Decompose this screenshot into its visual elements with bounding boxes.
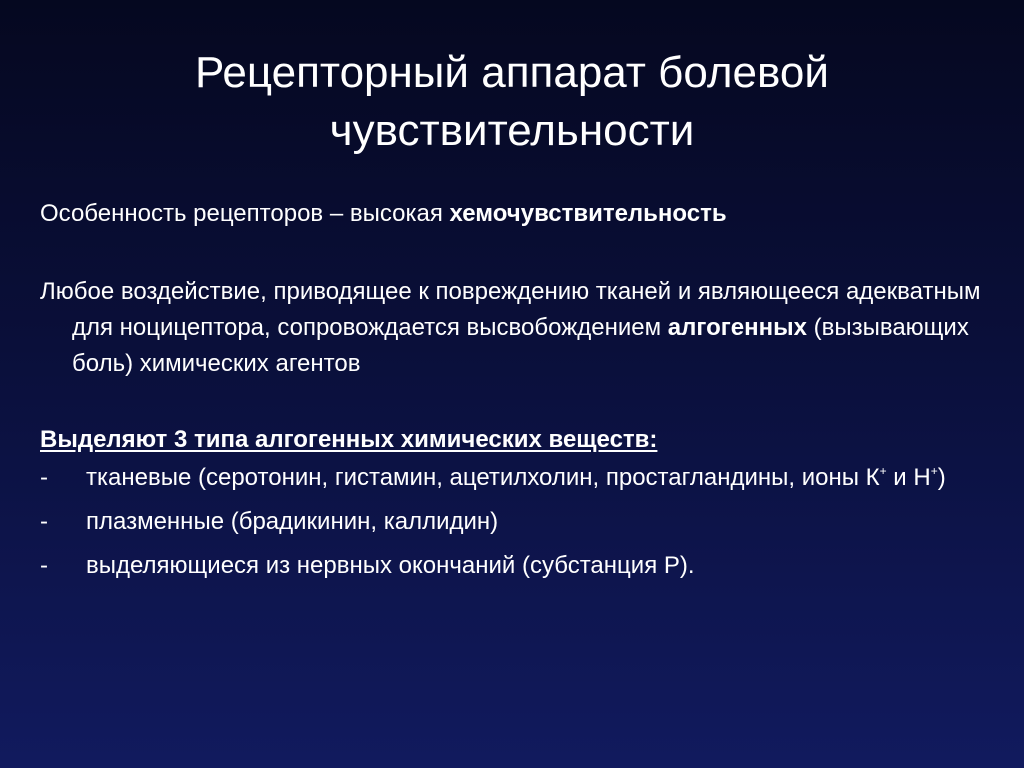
list-dash: - [40,464,48,491]
paragraph-receptor-feature [40,196,984,232]
list-item-text-mid: и Н [886,464,931,491]
paragraph-algogenic-release [40,274,984,382]
list-item-text-main: тканевые (серотонин, гистамин, ацетилхолин, простагландины, ионы К [86,464,880,491]
superscript-plus: + [879,464,887,478]
slide-title-line-1: Рецепторный аппарат болевой [195,48,829,97]
slide-title-line-2: чувствительности [329,106,695,155]
list-heading: Выделяют 3 типа алгогенных химических веществ: [40,426,658,453]
list-item-text: выделяющиеся из нервных окончаний (субстанция Р). [86,552,695,579]
superscript-plus: + [930,464,938,478]
paragraph-receptor-feature-bold: хемочувствительность [449,200,727,227]
list-item-text [72,460,984,496]
paragraph-receptor-feature-text: Особенность рецепторов – высокая [40,200,450,227]
list-dash: - [40,552,48,579]
list-dash: - [40,508,48,535]
list-item-text: плазменные (брадикинин, каллидин) [86,508,499,535]
list-item-plasma [40,504,984,540]
list-item-nerve-endings [40,548,984,584]
list-item-text-end: ) [937,464,946,491]
paragraph-algogenic-text-before: Любое воздействие, приводящее к повреждению тканей и являющееся адекватным для ноцицептора, сопровождается высвобождением [40,278,981,341]
list-item-tissue [40,460,984,496]
paragraph-algogenic-text-after: (вызывающих боль) химических агентов [72,314,969,377]
slide-body [40,196,984,592]
slide-title [60,44,964,160]
paragraph-algogenic-bold: алгогенных [667,314,807,341]
